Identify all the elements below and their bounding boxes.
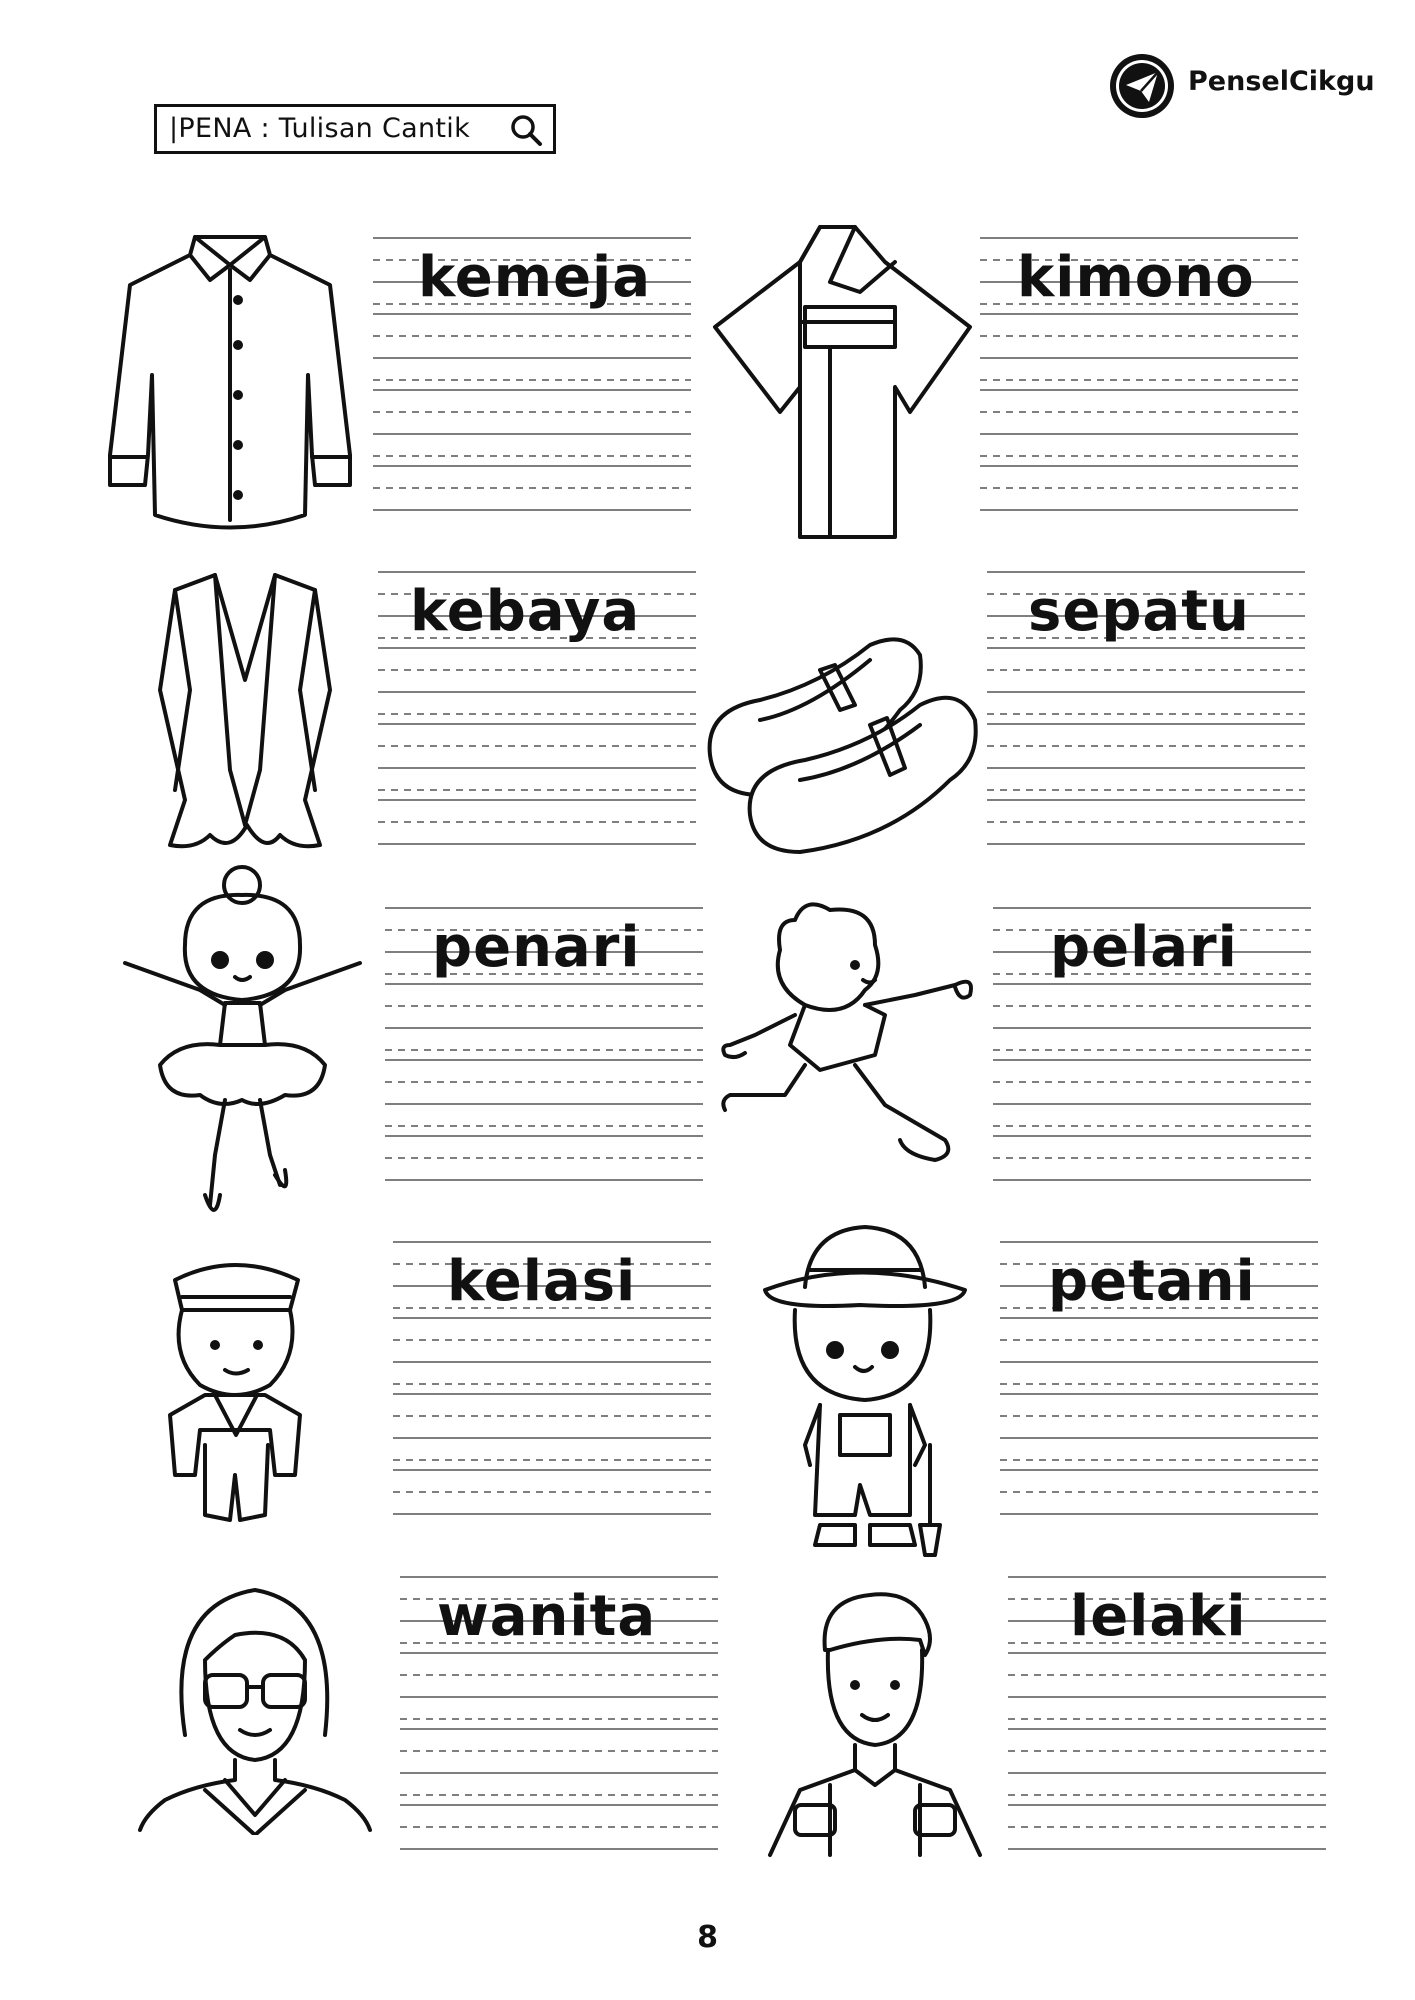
ballerina-icon <box>120 855 365 1230</box>
word-lelaki: lelaki <box>1070 1584 1247 1649</box>
kebaya-icon <box>155 570 335 860</box>
word-penari: penari <box>432 915 641 980</box>
word-pelari: pelari <box>1050 915 1238 980</box>
word-kemeja: kemeja <box>418 245 652 310</box>
word-sepatu: sepatu <box>1028 579 1250 644</box>
word-petani: petani <box>1048 1249 1256 1314</box>
shirt-icon <box>100 225 360 535</box>
woman-icon <box>135 1565 375 1835</box>
farmer-icon <box>760 1215 970 1565</box>
word-kebaya: kebaya <box>410 579 641 644</box>
runner-icon <box>715 895 985 1175</box>
word-kelasi: kelasi <box>447 1249 637 1314</box>
man-icon <box>760 1580 990 1860</box>
search-icon <box>509 113 543 147</box>
sailor-icon <box>160 1245 310 1535</box>
brand-name: PenselCikgu <box>1188 66 1375 97</box>
word-wanita: wanita <box>437 1584 657 1649</box>
paper-plane-icon <box>1108 52 1176 120</box>
worksheet-title: |PENA : Tulisan Cantik <box>169 113 471 144</box>
shoes-icon <box>700 630 990 855</box>
brand <box>1108 52 1375 120</box>
kimono-icon <box>710 222 975 542</box>
title-search-box <box>154 104 556 154</box>
page-number: 8 <box>697 1920 718 1955</box>
word-kimono: kimono <box>1017 245 1255 310</box>
